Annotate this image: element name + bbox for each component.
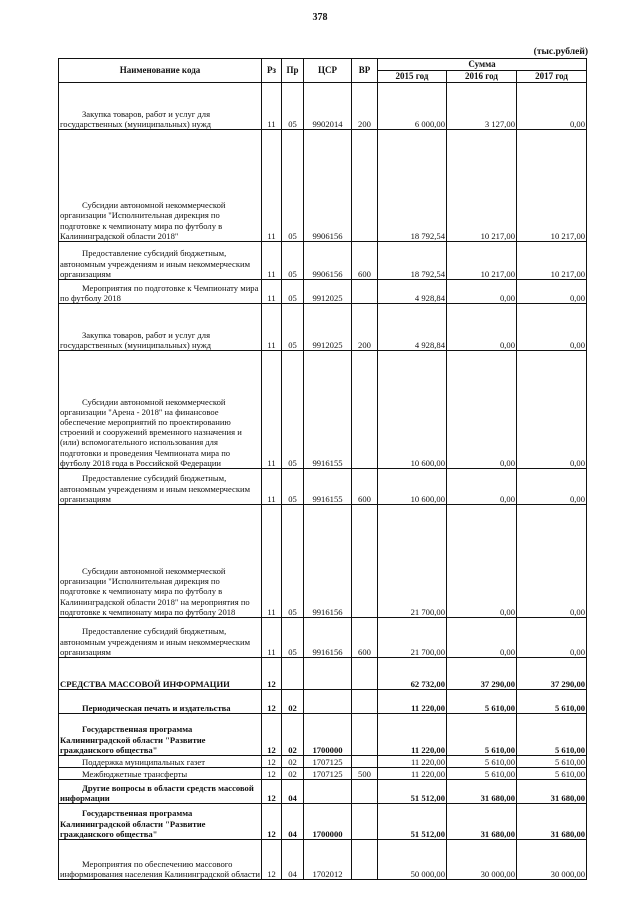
row-name xyxy=(59,242,262,280)
table-row xyxy=(59,780,587,804)
row-2017: 0,00 xyxy=(517,351,587,469)
row-2017: 0,00 xyxy=(517,618,587,658)
row-name-text: Мероприятия по обеспечению массового информирования населения Калининградской области xyxy=(60,858,260,879)
row-name-text: Поддержка муниципальных газет xyxy=(82,756,206,767)
row-2016: 37 290,00 xyxy=(447,658,517,690)
row-vr xyxy=(352,130,378,242)
row-pr: 05 xyxy=(282,505,304,618)
row-vr xyxy=(352,714,378,756)
row-2016: 0,00 xyxy=(447,351,517,469)
row-rz: 11 xyxy=(262,83,282,130)
table-row xyxy=(59,768,587,780)
table-row xyxy=(59,280,587,304)
row-csr xyxy=(304,658,352,690)
row-2015: 10 600,00 xyxy=(378,351,447,469)
row-2016: 5 610,00 xyxy=(447,768,517,780)
row-csr: 9902014 xyxy=(304,83,352,130)
row-2017: 5 610,00 xyxy=(517,714,587,756)
row-2017: 30 000,00 xyxy=(517,840,587,880)
row-name-text: Предоставление субсидий бюджетным, автономным учреждениям и иным некоммерческим организациям xyxy=(60,626,251,657)
row-name xyxy=(59,840,262,880)
row-2017: 37 290,00 xyxy=(517,658,587,690)
row-2016: 5 610,00 xyxy=(447,690,517,714)
row-2015: 21 700,00 xyxy=(378,618,447,658)
header-rz: Рз xyxy=(262,59,282,83)
table-row xyxy=(59,690,587,714)
row-pr: 05 xyxy=(282,469,304,505)
row-rz: 11 xyxy=(262,618,282,658)
row-rz: 11 xyxy=(262,242,282,280)
row-2015: 21 700,00 xyxy=(378,505,447,618)
row-name xyxy=(59,280,262,304)
header-vr: ВР xyxy=(352,59,378,83)
row-rz: 12 xyxy=(262,756,282,768)
row-csr: 1707125 xyxy=(304,768,352,780)
table-row xyxy=(59,505,587,618)
row-pr: 02 xyxy=(282,768,304,780)
row-csr: 1707125 xyxy=(304,756,352,768)
row-rz: 12 xyxy=(262,658,282,690)
row-pr: 05 xyxy=(282,130,304,242)
row-pr: 04 xyxy=(282,780,304,804)
row-2015: 51 512,00 xyxy=(378,804,447,840)
row-name-text: СРЕДСТВА МАССОВОЙ ИНФОРМАЦИИ xyxy=(60,678,230,689)
table-row xyxy=(59,304,587,351)
row-name-text: Предоставление субсидий бюджетным, автономным учреждениям и иным некоммерческим организациям xyxy=(60,248,251,279)
row-2017: 0,00 xyxy=(517,304,587,351)
row-csr: 9916156 xyxy=(304,618,352,658)
row-2017: 0,00 xyxy=(517,505,587,618)
row-csr: 9916155 xyxy=(304,351,352,469)
row-pr: 05 xyxy=(282,83,304,130)
row-2016: 31 680,00 xyxy=(447,780,517,804)
table-row xyxy=(59,83,587,130)
row-name-text: Субсидии автономной некоммерческой организации "Исполнительная дирекция по подготовке к чемпионату мира по футболу в Калининградской области 2018" xyxy=(60,200,226,241)
row-rz: 12 xyxy=(262,780,282,804)
row-name-text: Закупка товаров, работ и услуг для государственных (муниципальных) нужд xyxy=(60,329,212,350)
row-name-text: Закупка товаров, работ и услуг для государственных (муниципальных) нужд xyxy=(60,108,212,129)
row-2017: 0,00 xyxy=(517,280,587,304)
row-2017: 5 610,00 xyxy=(517,690,587,714)
table-row xyxy=(59,756,587,768)
row-rz: 11 xyxy=(262,304,282,351)
row-2015: 18 792,54 xyxy=(378,130,447,242)
row-2017: 31 680,00 xyxy=(517,780,587,804)
row-name xyxy=(59,469,262,505)
row-2016: 5 610,00 xyxy=(447,714,517,756)
row-name xyxy=(59,756,262,768)
row-pr: 05 xyxy=(282,242,304,280)
row-name xyxy=(59,304,262,351)
row-2017: 5 610,00 xyxy=(517,768,587,780)
row-name-text: Предоставление субсидий бюджетным, автономным учреждениям и иным некоммерческим организациям xyxy=(60,473,251,504)
table-header xyxy=(59,59,587,83)
row-2015: 6 000,00 xyxy=(378,83,447,130)
row-2016: 31 680,00 xyxy=(447,804,517,840)
header-pr: Пр xyxy=(282,59,304,83)
budget-table xyxy=(58,58,587,880)
row-vr: 600 xyxy=(352,618,378,658)
row-2015: 62 732,00 xyxy=(378,658,447,690)
row-2015: 11 220,00 xyxy=(378,756,447,768)
row-2016: 30 000,00 xyxy=(447,840,517,880)
row-vr xyxy=(352,756,378,768)
row-rz: 11 xyxy=(262,280,282,304)
row-rz: 12 xyxy=(262,840,282,880)
row-2017: 31 680,00 xyxy=(517,804,587,840)
row-vr xyxy=(352,280,378,304)
row-vr: 600 xyxy=(352,242,378,280)
row-pr: 02 xyxy=(282,756,304,768)
row-vr xyxy=(352,690,378,714)
row-2016: 0,00 xyxy=(447,280,517,304)
row-vr xyxy=(352,658,378,690)
row-vr: 600 xyxy=(352,469,378,505)
row-rz: 12 xyxy=(262,690,282,714)
units-label: (тыс.рублей) xyxy=(533,47,588,57)
row-2015: 4 928,84 xyxy=(378,280,447,304)
table-row xyxy=(59,351,587,469)
row-name-text: Государственная программа Калининградской области "Развитие гражданского общества" xyxy=(60,808,206,839)
row-pr: 02 xyxy=(282,714,304,756)
row-2015: 10 600,00 xyxy=(378,469,447,505)
row-name-text: Субсидии автономной некоммерческой организации "Арена - 2018" на финансовое обеспечение мероприятий по проектированию строений и сооружений временного назначения и (или) вспомогательного использования для подготовки и проведения Чемпионата мира по футболу 2018 года в Российской Федерации xyxy=(60,396,242,468)
row-rz: 12 xyxy=(262,768,282,780)
row-2017: 10 217,00 xyxy=(517,242,587,280)
row-pr: 05 xyxy=(282,618,304,658)
row-vr: 500 xyxy=(352,768,378,780)
row-name xyxy=(59,804,262,840)
header-2015: 2015 год xyxy=(378,71,447,83)
row-csr: 9912025 xyxy=(304,280,352,304)
row-2015: 50 000,00 xyxy=(378,840,447,880)
row-vr xyxy=(352,804,378,840)
row-pr xyxy=(282,658,304,690)
row-name-text: Субсидии автономной некоммерческой организации "Исполнительная дирекция по подготовке к чемпионату мира по футболу в Калининградской области 2018" на мероприятия по подготовке к чемпионату мира по футболу 2018 xyxy=(60,565,250,617)
row-vr xyxy=(352,505,378,618)
row-2015: 51 512,00 xyxy=(378,780,447,804)
row-2015: 4 928,84 xyxy=(378,304,447,351)
row-csr: 9906156 xyxy=(304,130,352,242)
row-pr: 04 xyxy=(282,840,304,880)
table-row xyxy=(59,714,587,756)
row-name xyxy=(59,130,262,242)
row-vr xyxy=(352,780,378,804)
row-2016: 10 217,00 xyxy=(447,130,517,242)
row-2017: 0,00 xyxy=(517,83,587,130)
row-rz: 11 xyxy=(262,469,282,505)
page-number: 378 xyxy=(312,12,328,23)
table-row xyxy=(59,469,587,505)
row-pr: 04 xyxy=(282,804,304,840)
row-name xyxy=(59,658,262,690)
table-row xyxy=(59,618,587,658)
row-name xyxy=(59,714,262,756)
row-name xyxy=(59,618,262,658)
row-name-text: Мероприятия по подготовке к Чемпионату мира по футболу 2018 xyxy=(60,282,259,303)
row-pr: 05 xyxy=(282,304,304,351)
row-csr: 9906156 xyxy=(304,242,352,280)
row-name-text: Межбюджетные трансферты xyxy=(82,768,188,779)
row-name xyxy=(59,768,262,780)
row-rz: 12 xyxy=(262,804,282,840)
header-2017: 2017 год xyxy=(517,71,587,83)
row-2015: 18 792,54 xyxy=(378,242,447,280)
row-2017: 5 610,00 xyxy=(517,756,587,768)
row-2017: 10 217,00 xyxy=(517,130,587,242)
row-name-text: Периодическая печать и издательства xyxy=(82,702,231,713)
row-rz: 11 xyxy=(262,351,282,469)
row-csr: 1700000 xyxy=(304,804,352,840)
row-vr: 200 xyxy=(352,304,378,351)
header-2016: 2016 год xyxy=(447,71,517,83)
row-2015: 11 220,00 xyxy=(378,768,447,780)
row-2016: 0,00 xyxy=(447,618,517,658)
row-2017: 0,00 xyxy=(517,469,587,505)
row-name xyxy=(59,505,262,618)
row-csr: 1702012 xyxy=(304,840,352,880)
table-body xyxy=(59,83,587,880)
row-csr: 9916155 xyxy=(304,469,352,505)
row-2015: 11 220,00 xyxy=(378,690,447,714)
header-sum: Сумма xyxy=(378,59,587,71)
row-rz: 11 xyxy=(262,505,282,618)
row-rz: 12 xyxy=(262,714,282,756)
row-2016: 5 610,00 xyxy=(447,756,517,768)
row-2016: 0,00 xyxy=(447,304,517,351)
row-csr: 9916156 xyxy=(304,505,352,618)
row-name xyxy=(59,83,262,130)
row-2016: 0,00 xyxy=(447,505,517,618)
row-csr xyxy=(304,780,352,804)
row-2016: 10 217,00 xyxy=(447,242,517,280)
row-pr: 05 xyxy=(282,351,304,469)
table-row xyxy=(59,658,587,690)
row-pr: 02 xyxy=(282,690,304,714)
row-csr: 1700000 xyxy=(304,714,352,756)
row-vr xyxy=(352,840,378,880)
row-pr: 05 xyxy=(282,280,304,304)
row-rz: 11 xyxy=(262,130,282,242)
row-2016: 0,00 xyxy=(447,469,517,505)
row-name xyxy=(59,780,262,804)
row-name xyxy=(59,690,262,714)
table-row xyxy=(59,840,587,880)
header-name: Наименование кода xyxy=(59,59,262,83)
row-2015: 11 220,00 xyxy=(378,714,447,756)
table-row xyxy=(59,130,587,242)
row-vr xyxy=(352,351,378,469)
row-name xyxy=(59,351,262,469)
row-csr: 9912025 xyxy=(304,304,352,351)
table-row xyxy=(59,242,587,280)
table-row xyxy=(59,804,587,840)
row-csr xyxy=(304,690,352,714)
row-2016: 3 127,00 xyxy=(447,83,517,130)
row-vr: 200 xyxy=(352,83,378,130)
row-name-text: Другие вопросы в области средств массовой информации xyxy=(60,782,254,803)
row-name-text: Государственная программа Калининградской области "Развитие гражданского общества" xyxy=(60,724,206,755)
header-csr: ЦСР xyxy=(304,59,352,83)
